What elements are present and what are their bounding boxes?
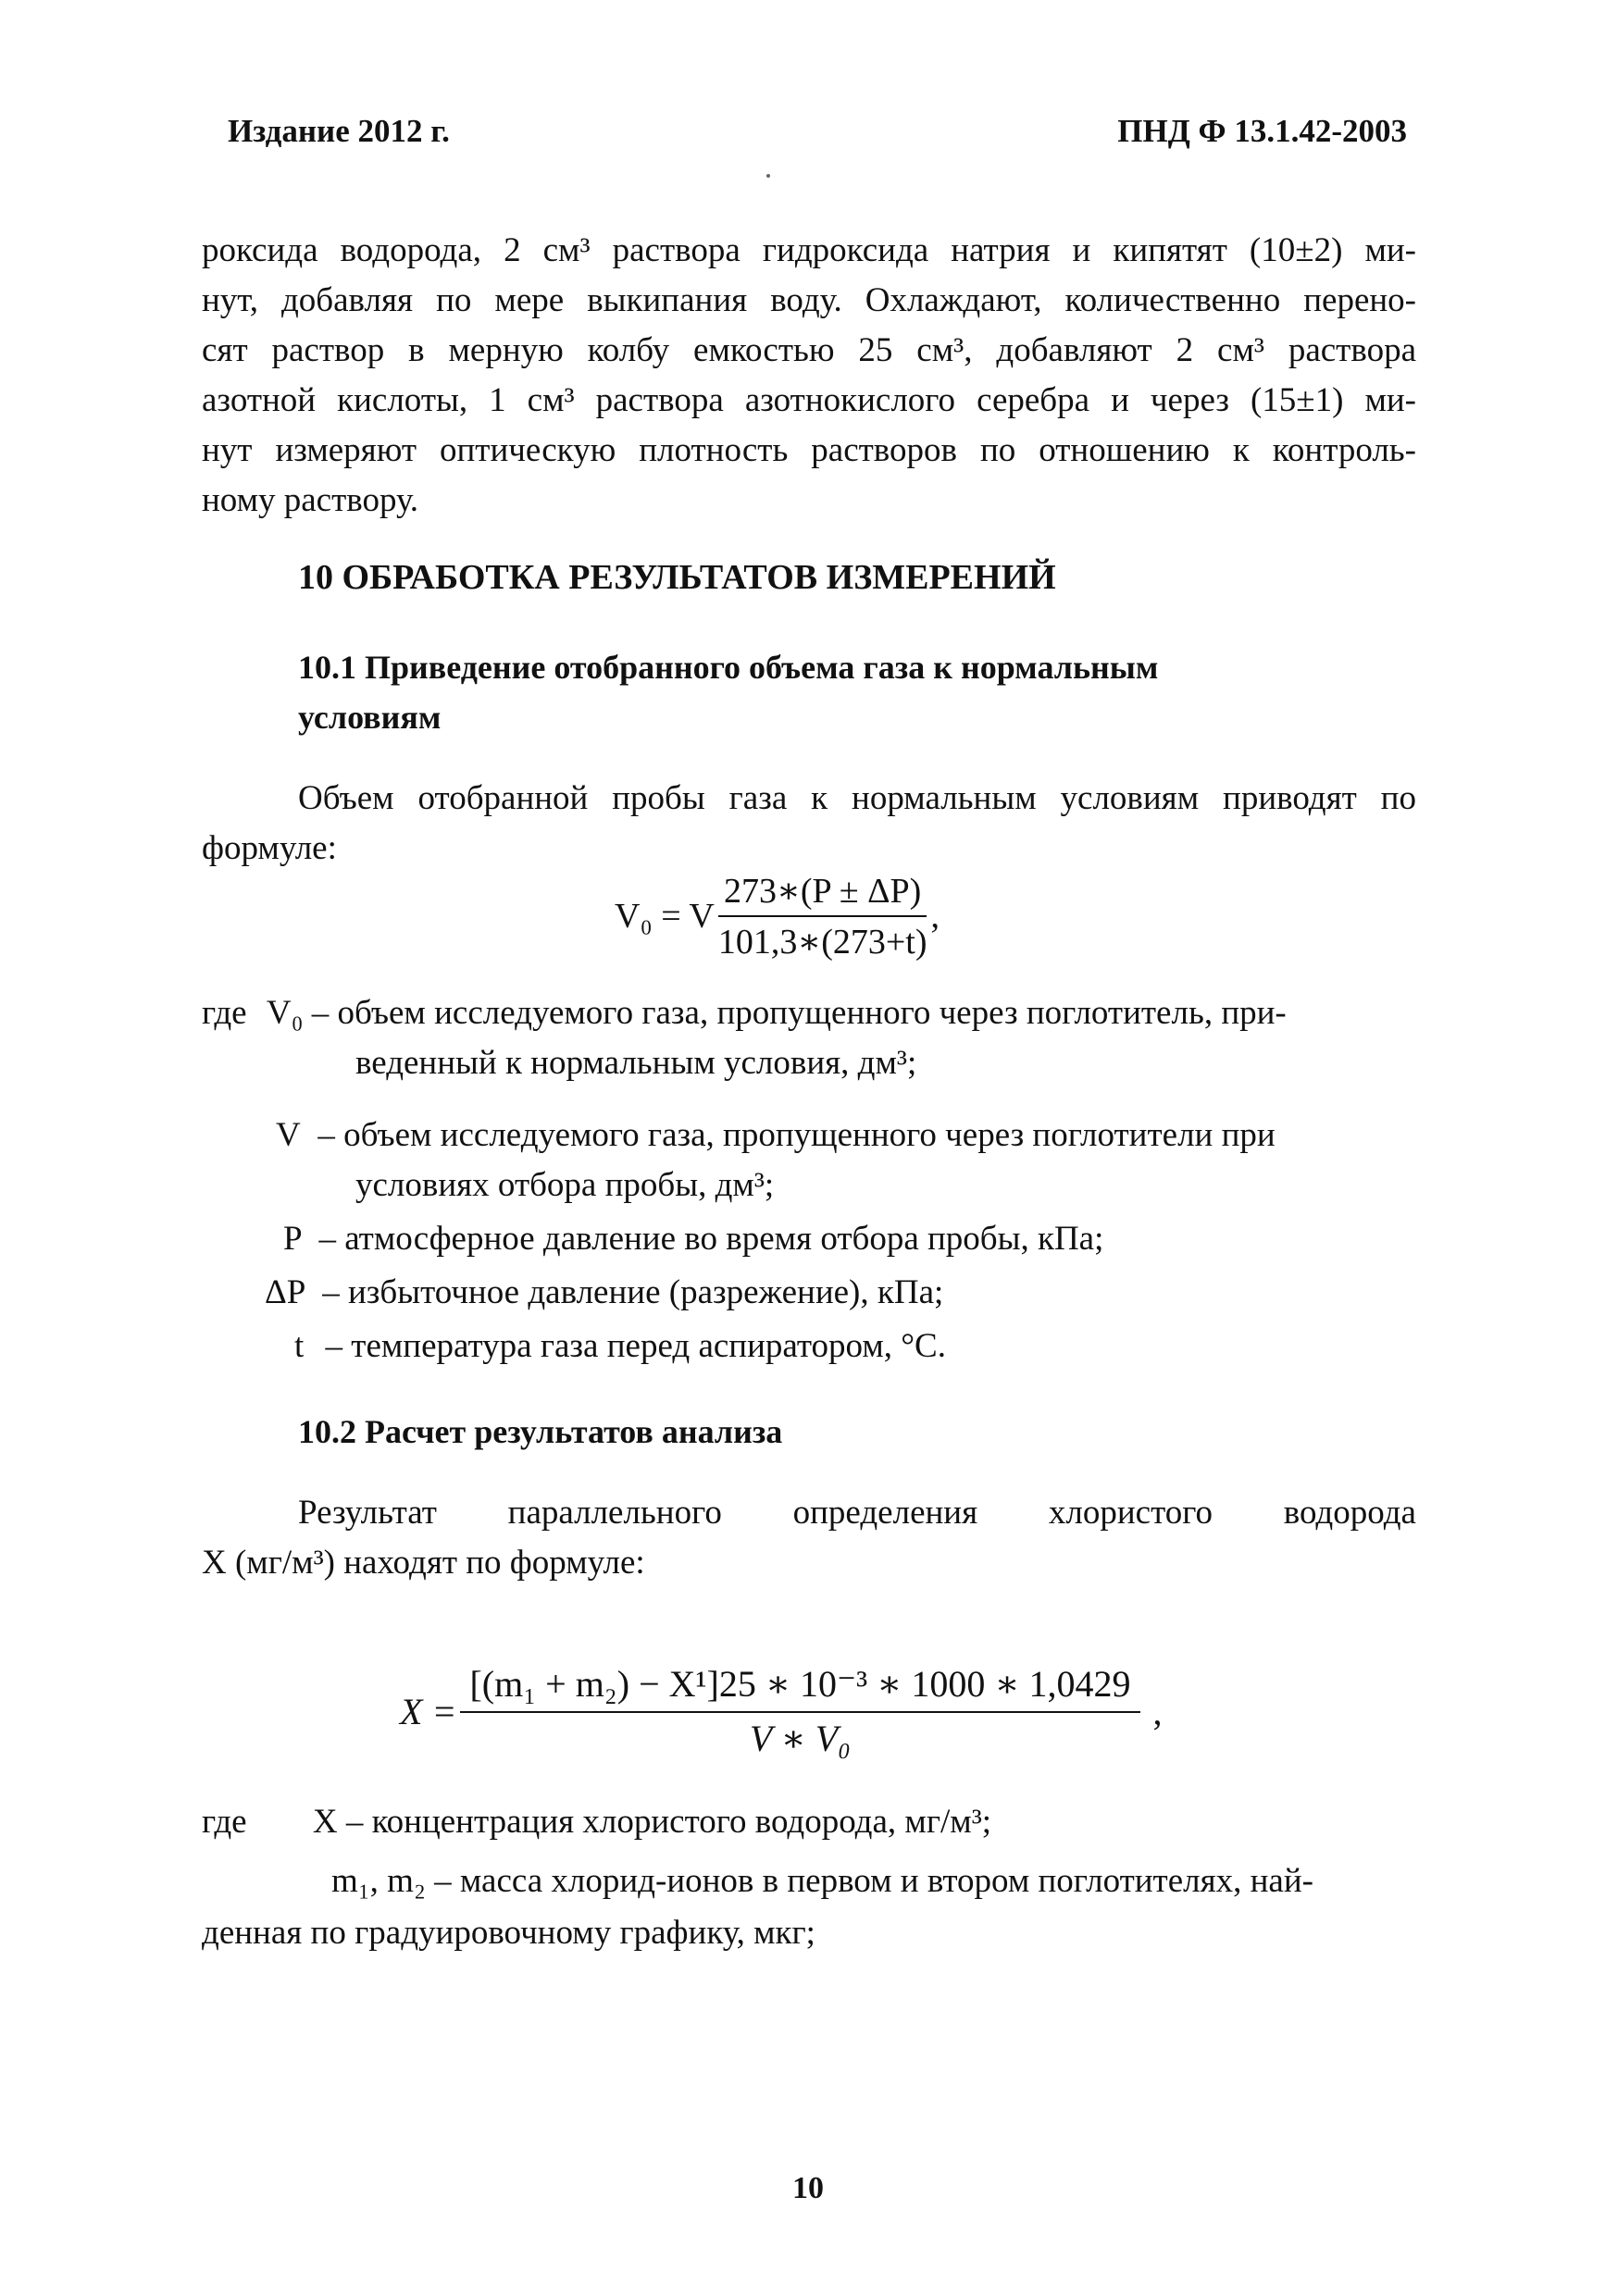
word: параллельного bbox=[507, 1494, 722, 1532]
formula-denominator: V ∗ V₀ bbox=[749, 1718, 852, 1759]
word: хлористого bbox=[1048, 1494, 1214, 1532]
section-10-1-text bbox=[202, 774, 1416, 874]
section-10-1-heading bbox=[298, 642, 1158, 742]
formula-lhs: X = bbox=[400, 1690, 457, 1732]
edition-label: Издание 2012 г. bbox=[228, 113, 450, 149]
legend-row bbox=[331, 1856, 1313, 1906]
legend-symbol: V₀ bbox=[266, 994, 304, 1032]
formula-lhs: V₀ = V bbox=[615, 897, 715, 936]
word: Результат bbox=[298, 1494, 437, 1532]
legend-text: – объем исследуемого газа, пропущенного через поглотители при bbox=[317, 1116, 1276, 1154]
document-code: ПНД Ф 13.1.42-2003 bbox=[1117, 113, 1407, 149]
formula-fraction bbox=[718, 870, 927, 962]
text-line bbox=[202, 1488, 1416, 1538]
text-line: сят раствор в мерную колбу емкостью 25 см³, добавляют 2 см³ раствора bbox=[202, 331, 1416, 369]
legend-text: денная по градуировочному графику, мкг; bbox=[202, 1914, 815, 1952]
formula-numerator: [(m₁ + m₂) − X¹]25 ∗ 10⁻³ ∗ 1000 ∗ 1,0429 bbox=[460, 1662, 1139, 1713]
section-10-2-heading: 10.2 Расчет результатов анализа bbox=[298, 1413, 783, 1450]
legend-symbol: P bbox=[283, 1220, 302, 1258]
formula-comma: , bbox=[1152, 1690, 1163, 1732]
legend-text: – атмосферное давление во время отбора пробы, кПа; bbox=[318, 1220, 1104, 1258]
formula-numerator: 273∗(P ± ΔP) bbox=[718, 870, 927, 917]
text-line: роксида водорода, 2 см³ раствора гидроксида натрия и кипятят (10±2) ми- bbox=[202, 231, 1416, 269]
intro-paragraph bbox=[202, 226, 1416, 526]
legend-row bbox=[202, 1797, 991, 1847]
legend-prefix: где bbox=[202, 1803, 247, 1841]
legend-prefix: где bbox=[202, 994, 247, 1032]
legend-text: – избыточное давление (разрежение), кПа; bbox=[322, 1273, 944, 1311]
legend-text: – температура газа перед аспиратором, °С. bbox=[325, 1327, 946, 1365]
text-line: ному раствору. bbox=[202, 481, 419, 519]
concentration-formula bbox=[400, 1662, 1163, 1760]
text-line: Объем отобранной пробы газа к нормальным условиям приводят по bbox=[298, 779, 1416, 817]
word: определения bbox=[792, 1494, 978, 1532]
legend-text: X – концентрация хлористого водорода, мг/м³; bbox=[312, 1803, 992, 1841]
formula-comma: , bbox=[930, 897, 940, 936]
legend-text: веденный к нормальным условия, дм³; bbox=[355, 1044, 917, 1082]
legend-row bbox=[265, 1268, 943, 1318]
legend-text: m₁, m₂ – масса хлорид-ионов в первом и втором поглотителях, най- bbox=[331, 1862, 1313, 1900]
legend-text: условиях отбора пробы, дм³; bbox=[355, 1166, 775, 1204]
legend-row bbox=[355, 1038, 916, 1088]
formula-fraction bbox=[460, 1662, 1139, 1760]
heading-line: 10.1 Приведение отобранного объема газа к нормальным bbox=[298, 649, 1159, 686]
legend-symbol: ΔP bbox=[265, 1273, 305, 1311]
legend-row bbox=[202, 1908, 815, 1958]
text-line: нут, добавляя по мере выкипания воду. Охлаждают, количественно перено- bbox=[202, 281, 1416, 319]
text-line: формуле: bbox=[202, 829, 337, 867]
text-line: X (мг/м³) находят по формуле: bbox=[202, 1544, 645, 1582]
legend-row bbox=[276, 1111, 1276, 1160]
legend-symbol: V bbox=[276, 1116, 301, 1154]
text-line: нут измеряют оптическую плотность растворов по отношению к контроль- bbox=[202, 431, 1416, 469]
word: водорода bbox=[1283, 1494, 1416, 1532]
scan-speck bbox=[766, 174, 770, 178]
section-10-heading: 10 ОБРАБОТКА РЕЗУЛЬТАТОВ ИЗМЕРЕНИЙ bbox=[298, 558, 1056, 597]
normalization-formula bbox=[615, 870, 940, 962]
legend-row bbox=[355, 1160, 774, 1210]
legend-symbol: t bbox=[294, 1327, 305, 1365]
legend-text: – объем исследуемого газа, пропущенного через поглотитель, при- bbox=[311, 994, 1287, 1032]
section-10-2-text bbox=[202, 1488, 1416, 1588]
formula-denominator: 101,3∗(273+t) bbox=[717, 923, 927, 962]
heading-line: условиям bbox=[298, 699, 442, 736]
legend-row bbox=[294, 1322, 946, 1371]
page-number: 10 bbox=[792, 2171, 824, 2205]
legend-row bbox=[283, 1214, 1103, 1264]
text-line: азотной кислоты, 1 см³ раствора азотнокислого серебра и через (15±1) ми- bbox=[202, 381, 1416, 419]
legend-row bbox=[202, 988, 1287, 1038]
